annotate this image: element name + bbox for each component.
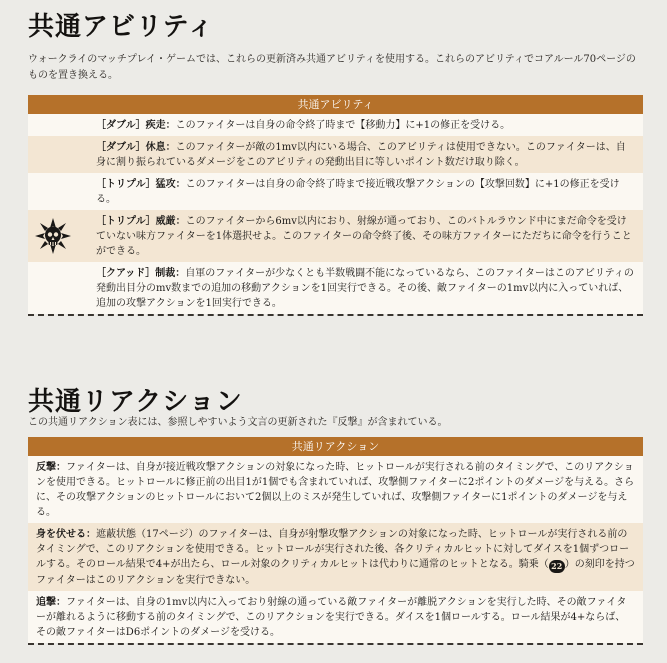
ability-text: 自軍のファイターが少なくとも半数戦闘不能になっているなら、このファイターはこのアビリティの発動出目分のmv数までの追加の移動アクションを1回実行できる。その後、敵ファイターの1mv以内に入っていれば、追加の攻撃アクションを1回実行できる。 [96,268,634,309]
ability-term: ［トリプル］猛攻： [96,179,186,190]
reactions-intro: この共通リアクション表には、参照しやすいよう文言の更新された『反撃』が含まれている。 [28,417,448,428]
ability-text: このファイターは自身の命令終了時まで接近戦攻撃アクションの【攻撃回数】に+1の修正を受ける。 [96,179,620,205]
ability-term: ［クアッド］制裁： [96,268,186,279]
mounted-rune-icon: 22 [549,560,565,573]
ability-row-dignity [28,210,643,262]
reactions-table [28,437,643,645]
ability-row-onslaught [28,173,643,210]
ability-text: このファイターが敵の1mv以内にいる場合、このアビリティは使用できない。このファイターは、自身に割り振られているダメージをこのアビリティの発動出目に等しいポイント数だけ取り除く。 [96,142,626,168]
reaction-row-take-cover [28,523,643,591]
reactions-title: 共通リアクション [28,387,243,417]
abilities-intro: ウォークライのマッチプレイ・ゲームでは、これらの更新済み共通アビリティを使用する。これらのアビリティでコアルール70ページのものを置き換える。 [28,54,636,81]
ability-term: ［トリプル］威厳： [96,216,186,227]
reaction-text: ファイターは、自身が接近戦攻撃アクションの対象になった時、ヒットロールが実行される前のタイミングで、このリアクションを使用できる。ヒットロールに修正前の出目1が1個でも含まれていれば、攻撃側ファイターに2ポイントのダメージを与える。さらに、その攻撃アクションのヒットロールにおいて2個以上のミスが発生していれば、攻撃側ファイターに1ポイントのダメージを与える。 [36,462,635,518]
ability-text: このファイターは自身の命令終了時まで【移動力】に+1の修正を受ける。 [175,120,511,131]
ability-text: このファイターから6mv以内におり、射線が通っており、このバトルラウンド中にまだ命令を受けていない味方ファイターを1体選択せよ。このファイターの命令終了後、その味方ファイターにただちに命令を行うことができる。 [96,216,632,257]
reaction-text: 遮蔽状態（17ページ）のファイターは、自身が射撃攻撃アクションの対象になった時、ヒットロールが実行される前のタイミングで、このリアクションを使用できる。ヒットロールが実行された後、各クリティカルヒットに対してダイスを1個ずつロールする。そのロール結果で4+が出たら、ロール対象のクリティカルヒットは代わりに通常のヒットとなる。騎乗（ [36,529,630,570]
ability-row-dash [28,114,643,136]
skull-emblem-icon [34,217,72,255]
reactions-table-header: 共通リアクション [28,437,643,456]
reaction-text-continued: ）の刻印を持つファイターはこのリアクションを実行できない。 [36,559,635,586]
reaction-row-pursue [28,591,643,643]
reaction-term: 身を伏せる： [36,529,96,540]
ability-term: ［ダブル］休息： [96,142,176,153]
abilities-title: 共通アビリティ [28,12,215,42]
reaction-term: 追撃： [36,597,66,608]
reaction-term: 反撃： [36,462,66,473]
ability-term: ［ダブル］疾走： [96,120,176,131]
abilities-table-header: 共通アビリティ [28,95,643,114]
ability-row-rampage [28,262,643,314]
reaction-row-counter [28,456,643,523]
ability-row-rest [28,136,643,173]
abilities-table [28,95,643,316]
reaction-text: ファイターは、自身の1mv以内に入っており射線の通っている敵ファイターが離脱アクションを実行した時、その敵ファイターが離れるように移動する前のタイミングで、このリアクションを実行できる。ダイスを1個ロールする。ロール結果が4+ならば、その敵ファイターはD6ポイントのダメージを受ける。 [36,597,627,638]
